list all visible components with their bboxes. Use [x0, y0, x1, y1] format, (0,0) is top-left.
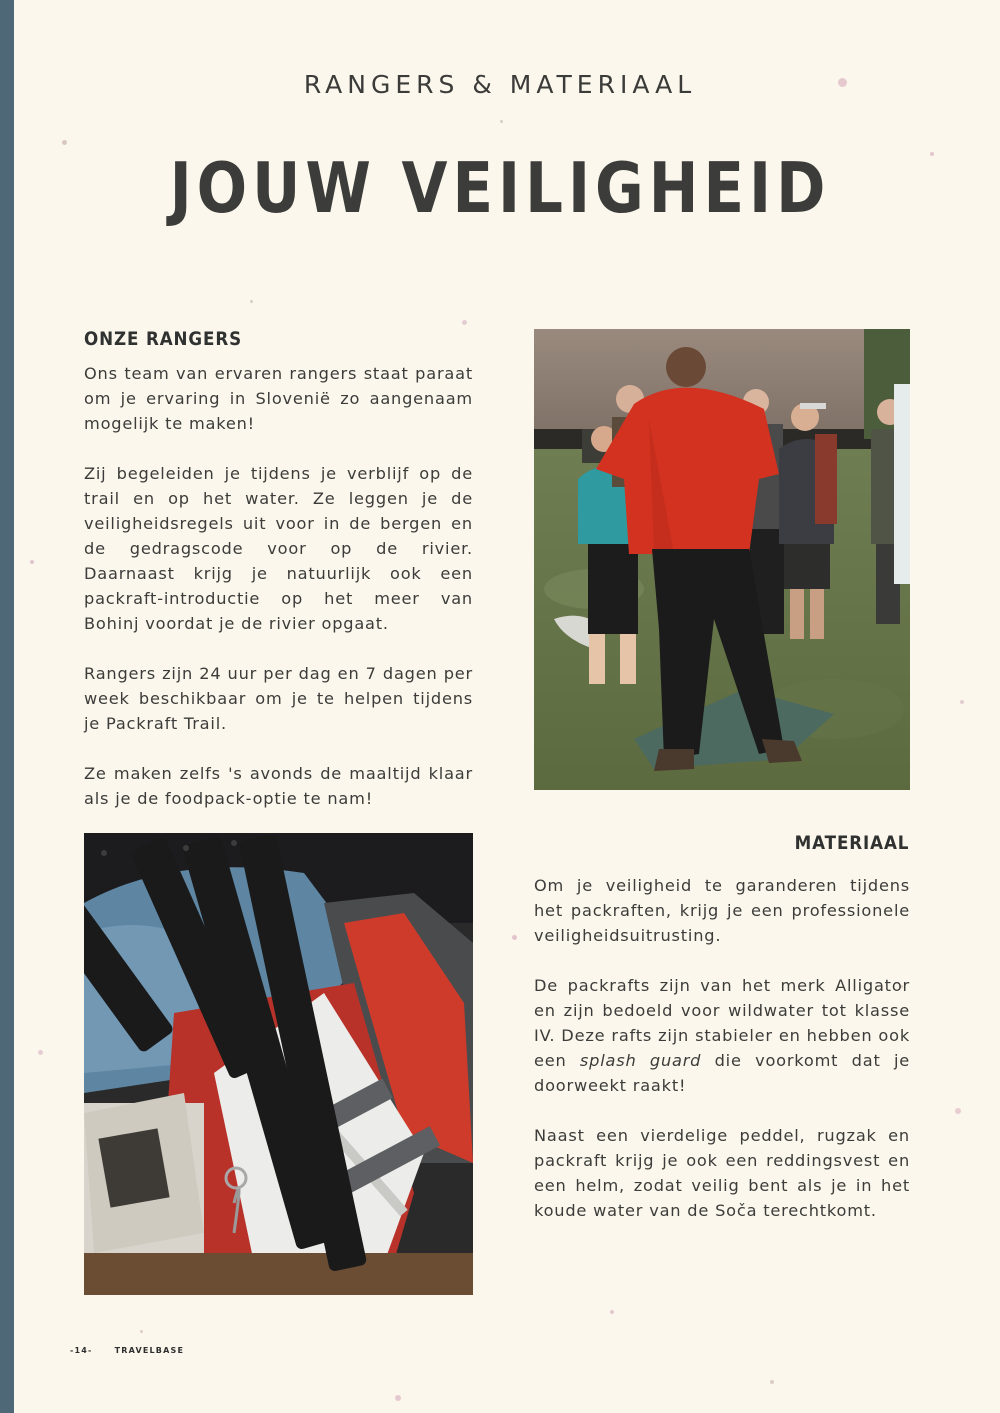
materiaal-paragraph: Naast een vierdelige peddel, rugzak en packraft krijg je ook een reddingsvest en een helm, zodat veilig bent als je in het koude water van de Soča terechtkomt. [534, 1126, 910, 1220]
rangers-paragraph: Ze maken zelfs 's avonds de maaltijd klaar als je de foodpack-optie te nam! [84, 764, 473, 808]
brand-name: TRAVELBASE [114, 1346, 185, 1355]
paddles-backpack-photo [84, 833, 473, 1295]
materiaal-text [534, 873, 910, 1248]
rangers-heading: ONZE RANGERS [84, 328, 243, 350]
materiaal-text-span: die voorkomt dat je doorweekt raakt! [534, 1051, 910, 1095]
page-number: -14- [70, 1346, 93, 1355]
rangers-paragraph: Zij begeleiden je tijdens je verblijf op de trail en op het water. Ze leggen je de veiligheidsregels uit voor in de bergen en de gedragscode voor op de rivier. Daarnaast krijg je natuurlijk ook een packraft-introductie op het meer van Bohinj voordat je de rivier opgaat. [84, 464, 473, 633]
materiaal-text-span: De packrafts zijn van het merk Alligator en zijn bedoeld voor wildwater tot klasse IV. Deze rafts zijn stabieler en hebben ook een [534, 976, 910, 1070]
rangers-paragraph: Ons team van ervaren rangers staat paraat om je ervaring in Slovenië zo aangenaam mogelijk te maken! [84, 364, 473, 433]
rangers-group-photo [534, 329, 910, 790]
page-footer [70, 1346, 202, 1355]
materiaal-heading: MATERIAAL [794, 832, 909, 854]
section-kicker: RANGERS & MATERIAAL [303, 70, 697, 99]
rangers-paragraph: Rangers zijn 24 uur per dag en 7 dagen per week beschikbaar om je te helpen tijdens je Packraft Trail. [84, 664, 473, 733]
materiaal-paragraph: Om je veiligheid te garanderen tijdens het packraften, krijg je een professionele veiligheidsuitrusting. [534, 876, 910, 945]
page-title: JOUW VEILIGHEID [169, 148, 831, 229]
splash-guard-term: splash guard [579, 1051, 702, 1070]
materiaal-paragraph [534, 973, 910, 1098]
rangers-text [84, 361, 473, 836]
